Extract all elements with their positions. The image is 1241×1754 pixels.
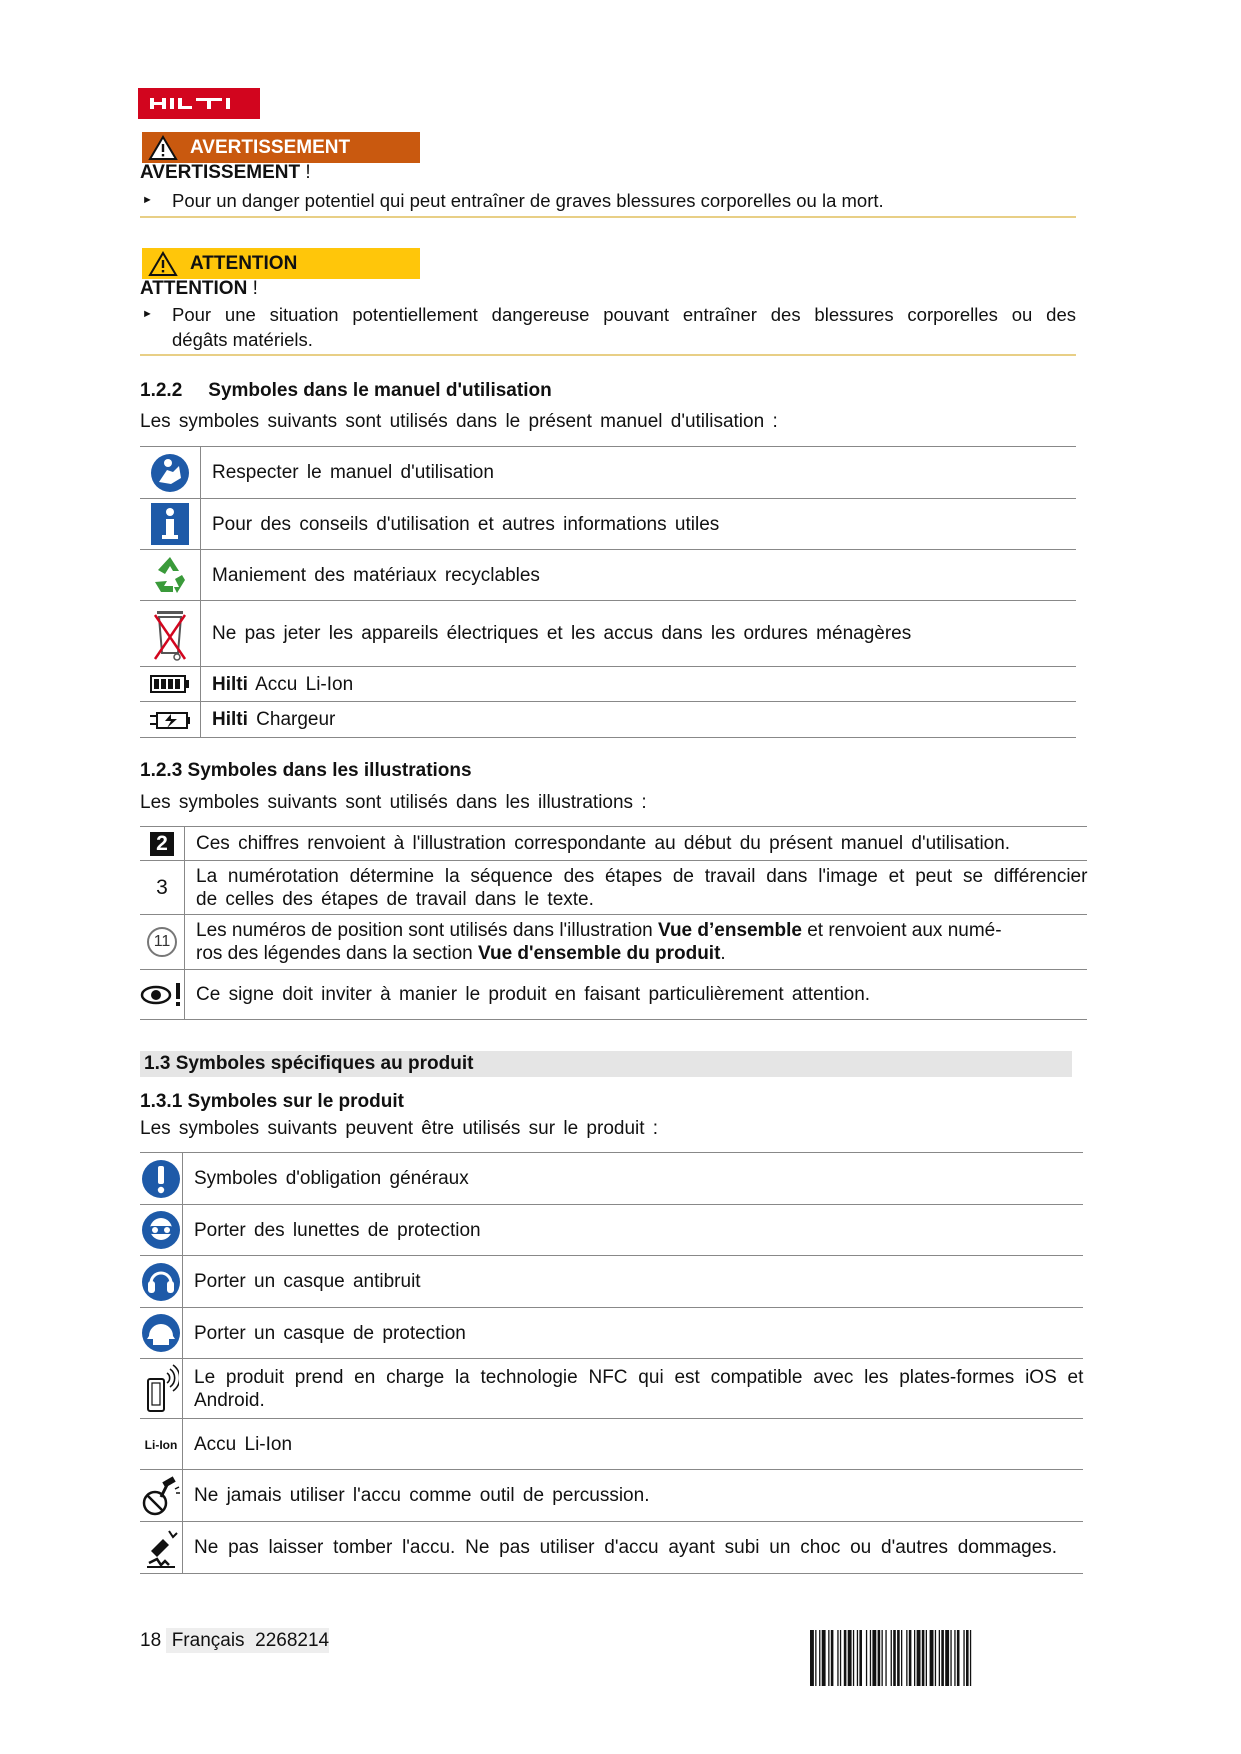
table-row	[140, 1256, 1083, 1308]
page-number: 18	[140, 1630, 162, 1651]
table-row	[140, 827, 1087, 861]
symbol-description: Ces chiffres renvoient à l'illustration correspondante au début du présent manuel d'utilisation.	[185, 827, 1088, 861]
section-intro-1-2-3: Les symboles suivants sont utilisés dans les illustrations :	[140, 792, 647, 813]
drop-icon	[143, 1527, 179, 1569]
table-row	[140, 601, 1076, 667]
symbol-description: Pour des conseils d'utilisation et autres informations utiles	[201, 499, 1077, 550]
symbol-description: Respecter le manuel d'utilisation	[201, 447, 1077, 499]
symbols-table-product	[140, 1152, 1083, 1574]
section-heading-1-2-3: 1.2.3 Symboles dans les illustrations	[140, 760, 472, 781]
symbol-description: Les numéros de position sont utilisés dans l'illustration Vue d’ensemble et renvoient aux numé- ros des légendes dans la section Vue d'ensemble du produit.	[185, 915, 1088, 970]
section-intro-1-2-2: Les symboles suivants sont utilisés dans le présent manuel d'utilisation :	[140, 411, 778, 432]
table-row	[140, 1359, 1083, 1419]
symbol-description: Porter un casque antibruit	[183, 1256, 1084, 1308]
table-row	[140, 970, 1087, 1020]
table-row	[140, 861, 1087, 915]
no-hammer-icon	[141, 1475, 181, 1517]
caution-banner	[142, 248, 420, 279]
table-row	[140, 1308, 1083, 1359]
table-row	[140, 1522, 1083, 1574]
symbol-description: Accu Li-Ion	[183, 1419, 1084, 1470]
section-intro-1-3-1: Les symboles suivants peuvent être utilisés sur le produit :	[140, 1118, 659, 1139]
table-row	[140, 667, 1076, 702]
step-number-icon: 3	[156, 875, 168, 899]
table-row	[140, 915, 1087, 970]
eye-attention-icon	[140, 981, 184, 1009]
symbol-description: Ne jamais utiliser l'accu comme outil de percussion.	[183, 1470, 1084, 1522]
warning-bullet: ► Pour un danger potentiel qui peut entraîner de graves blessures corporelles ou la mort.	[142, 190, 884, 211]
symbols-table-illustrations	[140, 826, 1087, 1020]
page-footer	[140, 1630, 329, 1652]
symbol-description: Ne pas jeter les appareils électriques et les accus dans les ordures ménagères	[201, 601, 1077, 667]
table-row	[140, 447, 1076, 499]
footer-language: Français 2268214	[166, 1628, 329, 1653]
table-row	[140, 499, 1076, 550]
nfc-icon	[143, 1363, 179, 1415]
recycle-icon	[149, 554, 191, 596]
battery-icon	[150, 675, 190, 693]
table-row	[140, 1153, 1083, 1205]
table-row	[140, 1470, 1083, 1522]
caution-title: ATTENTION !	[140, 278, 258, 299]
symbol-description: La numérotation détermine la séquence des étapes de travail dans l'image et peut se différencier de celles des étapes de travail dans le texte.	[185, 861, 1088, 915]
section-heading-1-2-2: 1.2.2 Symboles dans le manuel d'utilisation	[140, 380, 552, 401]
warning-title: AVERTISSEMENT !	[140, 162, 311, 183]
symbol-description: Maniement des matériaux recyclables	[201, 550, 1077, 601]
figure-number-icon: 2	[150, 832, 174, 856]
table-row	[140, 550, 1076, 601]
position-number-icon: 11	[147, 927, 177, 957]
caution-divider	[140, 354, 1076, 356]
hilti-logo	[138, 88, 260, 119]
table-row	[140, 1419, 1083, 1470]
section-heading-1-3: 1.3 Symboles spécifiques au produit	[140, 1051, 1072, 1077]
symbol-description: Porter un casque de protection	[183, 1308, 1084, 1359]
goggles-icon	[140, 1209, 182, 1251]
symbol-description: Symboles d'obligation généraux	[183, 1153, 1084, 1205]
symbol-description: Le produit prend en charge la technologie NFC qui est compatible avec les plates-formes iOS et Android.	[183, 1359, 1084, 1419]
table-row	[140, 1205, 1083, 1256]
symbol-description: Hilti Accu Li-Ion	[201, 667, 1077, 702]
symbol-description: Ne pas laisser tomber l'accu. Ne pas utiliser d'accu ayant subi un choc ou d'autres dommages.	[183, 1522, 1084, 1574]
symbol-description: Hilti Chargeur	[201, 702, 1077, 738]
exclamation-icon	[140, 1158, 182, 1200]
li-ion-label-icon: Li-Ion	[144, 1438, 178, 1452]
warning-triangle-icon	[148, 251, 178, 277]
warning-triangle-icon	[148, 135, 178, 161]
charger-icon	[149, 708, 191, 732]
warning-banner-label: AVERTISSEMENT	[190, 136, 351, 158]
manual-icon	[149, 452, 191, 494]
warning-divider	[140, 216, 1076, 218]
section-heading-1-3-1: 1.3.1 Symboles sur le produit	[140, 1091, 404, 1112]
ear-protection-icon	[140, 1261, 182, 1303]
warning-banner	[142, 132, 420, 163]
barcode-icon	[810, 1630, 1068, 1686]
symbols-table-manual	[140, 446, 1076, 738]
symbol-description: Ce signe doit inviter à manier le produit en faisant particulièrement attention.	[185, 970, 1088, 1020]
caution-banner-label: ATTENTION	[190, 252, 298, 274]
symbol-description: Porter des lunettes de protection	[183, 1205, 1084, 1256]
crossed-bin-icon	[151, 605, 189, 663]
info-icon	[151, 503, 189, 545]
caution-bullet: ► Pour une situation potentiellement dangereuse pouvant entraîner des blessures corporelles ou des dégâts matériels.	[142, 304, 1076, 350]
table-row	[140, 702, 1076, 738]
helmet-icon	[140, 1312, 182, 1354]
